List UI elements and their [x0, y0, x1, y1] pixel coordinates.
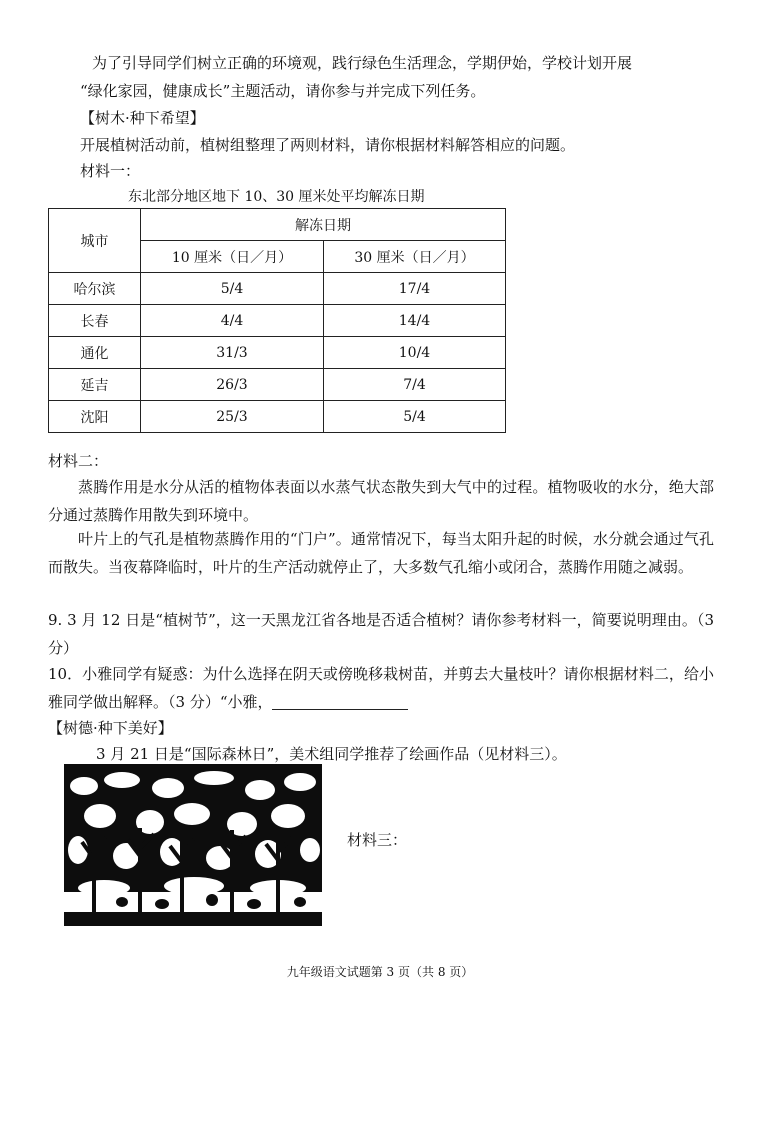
- forest-day-description: 3 月 21 日是“国际森林日”，美术组同学推荐了绘画作品（见材料三）。: [96, 745, 567, 763]
- intro-line-1: 为了引导同学们树立正确的环境观，践行绿色生活理念，学期伊始，学校计划开展: [92, 54, 633, 72]
- material-3-label: 材料三：: [347, 831, 408, 849]
- cell-30cm: 10/4: [324, 337, 506, 369]
- table-header-row: [49, 209, 506, 241]
- material-2-paragraph-2: 叶片上的气孔是植物蒸腾作用的“门户”。通常情况下，每当太阳升起的时候，水分就会通过气孔而散失。当夜幕降临时，叶片的生产活动就停止了，大多数气孔缩小或闭合，蒸腾作用随之减弱。: [48, 530, 714, 576]
- cell-city: 延吉: [49, 369, 141, 401]
- cell-30cm: 7/4: [324, 369, 506, 401]
- table-row: [49, 401, 506, 433]
- table-row: [49, 337, 506, 369]
- cell-30cm: 17/4: [324, 273, 506, 305]
- material-2-paragraph-1: 蒸腾作用是水分从活的植物体表面以水蒸气状态散失到大气中的过程。植物吸收的水分，绝大部分通过蒸腾作用散失到环境中。: [48, 478, 714, 524]
- cell-city: 通化: [49, 337, 141, 369]
- page-footer: 九年级语文试题第 3 页（共 8 页）: [286, 965, 474, 979]
- section-description: 开展植树活动前，植树组整理了两则材料，请你根据材料解答相应的问题。: [80, 136, 576, 154]
- cell-10cm: 4/4: [141, 305, 324, 337]
- cell-city: 长春: [49, 305, 141, 337]
- table-row: [49, 273, 506, 305]
- cell-30cm: 14/4: [324, 305, 506, 337]
- material-1-label: 材料一：: [80, 162, 141, 180]
- question-9: 9. 3 月 12 日是“植树节”，这一天黑龙江省各地是否适合植树？请你参考材料一，简要说明理由。（3 分）: [48, 611, 714, 657]
- cell-10cm: 31/3: [141, 337, 324, 369]
- table-row: [49, 369, 506, 401]
- cell-10cm: 26/3: [141, 369, 324, 401]
- header-city: 城市: [49, 209, 141, 273]
- cell-city: 沈阳: [49, 401, 141, 433]
- table-row: [49, 305, 506, 337]
- cell-10cm: 5/4: [141, 273, 324, 305]
- header-30cm: 30 厘米（日／月）: [324, 241, 506, 273]
- table-caption: 东北部分地区地下 10、30 厘米处平均解冻日期: [128, 189, 425, 205]
- cell-10cm: 25/3: [141, 401, 324, 433]
- header-10cm: 10 厘米（日／月）: [141, 241, 324, 273]
- answer-blank[interactable]: [272, 691, 408, 710]
- question-10: [48, 660, 714, 716]
- section-title-planting: 【树木·种下希望】: [80, 109, 205, 127]
- cell-30cm: 5/4: [324, 401, 506, 433]
- paper-cut-forest-artwork: [64, 764, 322, 926]
- intro-line-2: “绿化家园，健康成长”主题活动，请你参与并完成下列任务。: [80, 82, 486, 100]
- question-10-text: 10．小雅同学有疑惑：为什么选择在阴天或傍晚移栽树苗，并剪去大量枝叶？请你根据材料二，给小雅同学做出解释。（3 分）“小雅，: [48, 665, 714, 711]
- header-thaw-date: 解冻日期: [141, 209, 506, 241]
- cell-city: 哈尔滨: [49, 273, 141, 305]
- material-2-label: 材料二：: [48, 452, 109, 470]
- section-title-virtue: 【树德·种下美好】: [48, 719, 173, 737]
- thaw-date-table: [48, 208, 506, 433]
